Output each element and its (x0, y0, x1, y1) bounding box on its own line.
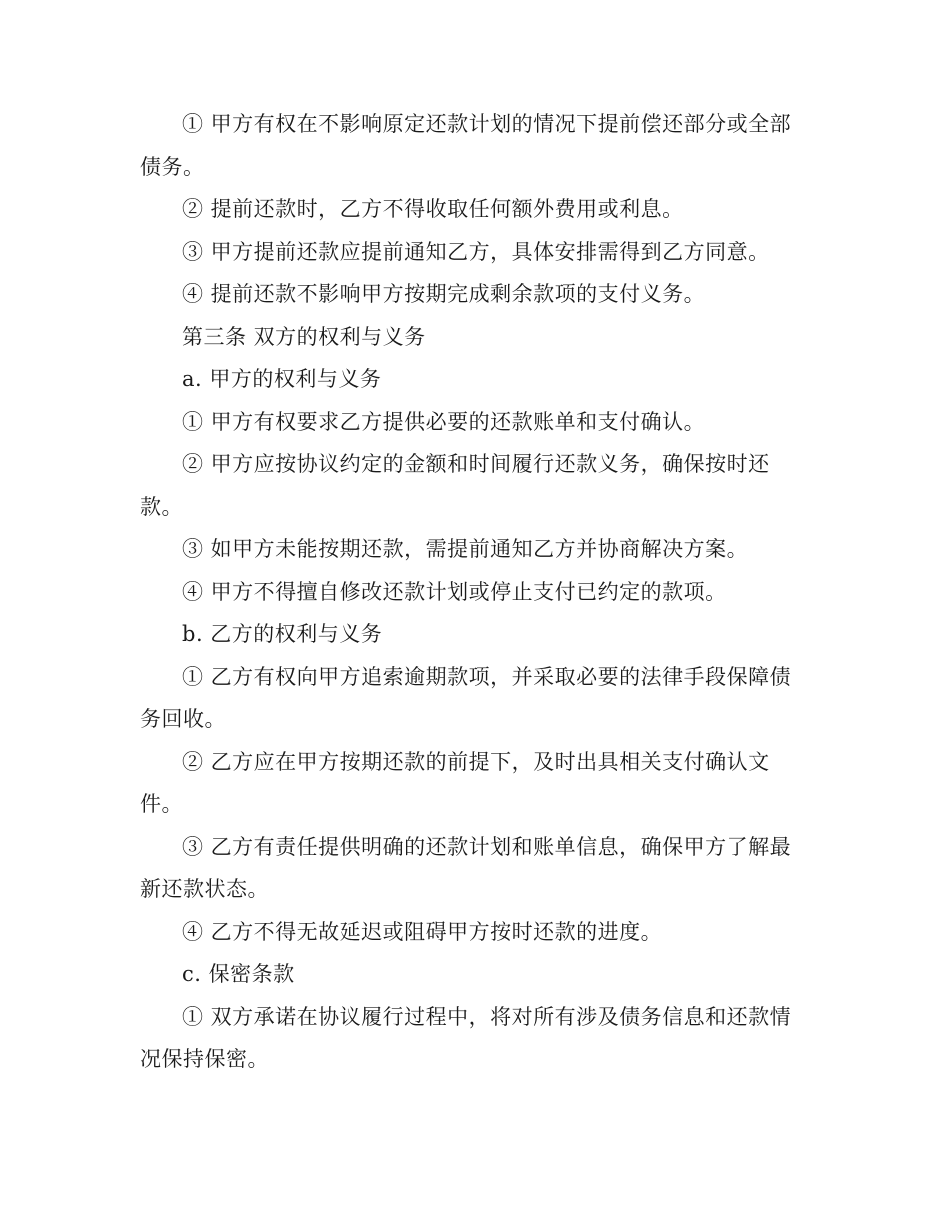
paragraph-a-1: ① 甲方有权要求乙方提供必要的还款账单和支付确认。 (182, 409, 706, 434)
paragraph-advance-notice: ③ 甲方提前还款应提前通知乙方，具体安排需得到乙方同意。 (182, 239, 770, 264)
section-c-heading: c. 保密条款 (182, 962, 295, 986)
paragraph-a-4: ④ 甲方不得擅自修改还款计划或停止支付已约定的款项。 (182, 579, 727, 604)
paragraph-b-4: ④ 乙方不得无故延迟或阻碍甲方按时还款的进度。 (182, 919, 663, 944)
paragraph-a-3: ③ 如甲方未能按期还款，需提前通知乙方并协商解决方案。 (182, 537, 749, 561)
paragraph-a-2: ② 甲方应按协议约定的金额和时间履行还款义务，确保按时还款。 (140, 452, 770, 519)
document-body (140, 103, 804, 1081)
paragraph-b-2: ② 乙方应在甲方按期还款的前提下，及时出具相关支付确认文件。 (140, 749, 770, 816)
paragraph-early-repayment-right: ① 甲方有权在不影响原定还款计划的情况下提前偿还部分或全部债务。 (140, 112, 792, 179)
article-three-heading: 第三条 双方的权利与义务 (182, 324, 426, 349)
paragraph-b-1: ① 乙方有权向甲方追索逾期款项，并采取必要的法律手段保障债务回收。 (140, 664, 792, 731)
section-a-heading: a. 甲方的权利与义务 (182, 367, 382, 391)
paragraph-c-1: ① 双方承诺在协议履行过程中，将对所有涉及债务信息和还款情况保持保密。 (140, 1004, 792, 1071)
paragraph-remaining-obligation: ④ 提前还款不影响甲方按期完成剩余款项的支付义务。 (182, 282, 706, 306)
paragraph-b-3: ③ 乙方有责任提供明确的还款计划和账单信息，确保甲方了解最新还款状态。 (140, 834, 792, 901)
section-b-heading: b. 乙方的权利与义务 (182, 622, 383, 646)
paragraph-no-extra-fees: ② 提前还款时，乙方不得收取任何额外费用或利息。 (182, 197, 684, 221)
